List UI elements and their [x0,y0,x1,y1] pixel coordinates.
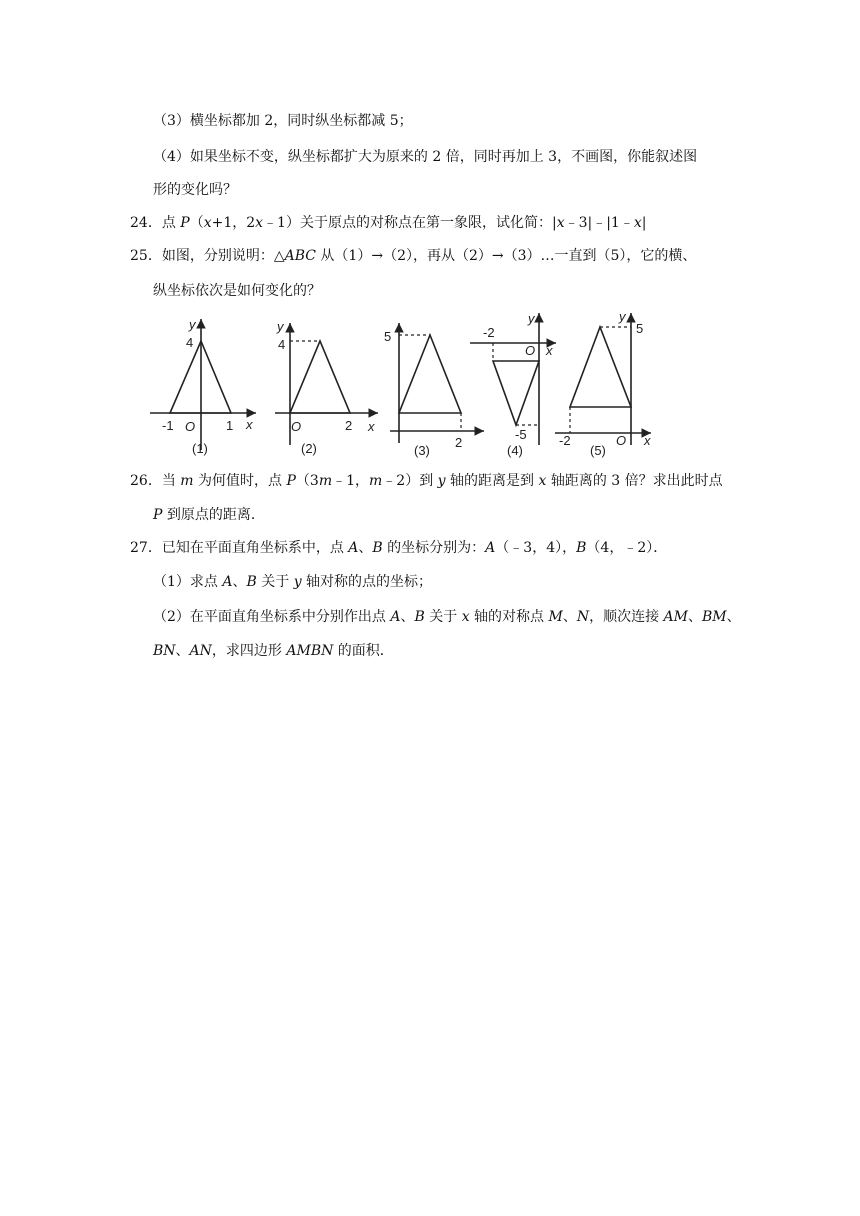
var-ABC: ABC [284,248,316,264]
origin-label: O [616,433,627,448]
var-A: A [485,540,496,556]
q27-subquestion-1 [153,572,432,592]
segment-BM: BM [702,609,727,625]
segment-AN: AN [189,643,212,659]
figure-caption: (2) [301,441,317,456]
tick-label: 2 [345,418,353,433]
q26-text: 为何值时，点 [193,473,287,489]
q27-subquestion-2-line2 [153,641,394,661]
question-26-line1 [130,471,723,491]
q26-text: ﹣1， [332,473,370,489]
q27-text: 、 [726,609,741,625]
var-y: y [437,473,446,489]
tick-label: -2 [483,325,495,340]
axis-y-label: y [189,317,196,332]
var-A: A [390,609,401,625]
q27-text: 、 [562,609,577,625]
question-25-line1 [130,246,696,266]
question-number: 27． [130,540,162,556]
question-number: 24． [130,215,162,231]
origin-label: O [525,343,536,358]
q25-text: 从（1）→（2），再从（2）→（3）…一直到（5），它的横、 [315,248,697,264]
q27-subquestion-2-line1 [153,607,741,627]
q27-text: （4，﹣2）． [586,540,668,556]
q26-text: 轴的距离是到 [445,473,539,489]
tick-label: 4 [278,337,286,352]
var-B: B [372,540,383,556]
var-B: B [576,540,587,556]
var-x: x [538,473,547,489]
q24-text: （ [189,215,204,231]
q27-text: 的面积． [333,643,394,659]
tick-label: 5 [384,329,392,344]
figure-caption: (1) [192,441,208,456]
q27-text: 已知在平面直角坐标系中，点 [161,540,349,556]
q27-text: （﹣3，4）， [495,540,577,556]
var-m: m [180,473,194,489]
quadrilateral-AMBN: AMBN [286,643,334,659]
figure-3 [390,323,484,443]
question-24 [130,213,646,233]
var-P: P [153,507,163,523]
axis-y-label: y [528,311,535,326]
tick-label: -5 [515,427,527,442]
question-27 [130,538,667,558]
var-M: M [548,609,563,625]
figure-caption: (4) [507,443,523,458]
q26-text: 到原点的距离． [162,507,265,523]
tick-label: 2 [455,435,463,450]
q27-text: 、 [688,609,702,625]
axis-x-label: x [644,433,651,448]
var-B: B [246,574,257,590]
var-x: x [461,609,470,625]
q24-text: 点 [161,215,181,231]
tick-label: -2 [559,433,571,448]
q27-text: 、 [400,609,415,625]
question-number: 25． [130,248,162,264]
q25-text: 如图，分别说明：△ [161,248,285,264]
question-26-line2 [153,505,265,525]
q23-item-4-line1: （4）如果坐标不变，纵坐标都扩大为原来的 2 倍，同时再加上 3，不画图，你能叙述图 [153,149,698,165]
axis-x-label: x [546,343,553,358]
tick-label: -1 [162,418,174,433]
q26-text: 当 [161,473,181,489]
var-x: x [255,215,264,231]
q27-text: 、 [175,643,190,659]
triangle-figures [0,305,860,465]
q27-text: 的坐标分别为： [382,540,486,556]
q27-text: 、 [358,540,373,556]
var-m: m [318,473,333,489]
q27-text: ，求四边形 [211,643,287,659]
q27-text: （2）在平面直角坐标系中分别作出点 [153,609,391,625]
var-x: x [203,215,212,231]
q27-text: 轴对称的点的坐标； [301,574,433,590]
q27-text: 关于 [256,574,294,590]
q26-text: 轴距离的 3 倍？求出此时点 [546,473,723,489]
figure-caption: (3) [414,443,430,458]
q24-text: | [641,215,647,231]
var-x: x [633,215,642,231]
var-B: B [414,609,425,625]
segment-AM: AM [663,609,688,625]
axis-y-label: y [619,309,626,324]
var-A: A [222,574,233,590]
axis-x-label: x [246,417,253,432]
var-x: x [556,215,565,231]
q27-text: ，顺次连接 [589,609,664,625]
var-y: y [293,574,302,590]
var-N: N [576,609,590,625]
tick-label: 5 [636,321,644,336]
origin-label: O [185,419,196,434]
var-P: P [180,215,190,231]
var-m: m [369,473,383,489]
tick-label: 1 [226,418,234,433]
origin-label: O [291,419,302,434]
question-25-line2: 纵坐标依次是如何变化的？ [153,283,321,299]
question-number: 26． [130,473,162,489]
q27-text: 轴的对称点 [469,609,549,625]
axis-x-label: x [368,419,375,434]
q27-text: 、 [232,574,247,590]
q27-text: （1）求点 [153,574,223,590]
q23-item-4-line2: 形的变化吗？ [153,182,237,198]
axis-y-label: y [277,319,284,334]
q24-text: ﹣3|﹣|1﹣ [564,215,634,231]
q23-item-3: （3）横坐标都加 2，同时纵坐标都减 5； [153,113,413,129]
q24-text: +1，2 [211,215,256,231]
segment-BN: BN [153,643,176,659]
q27-text: 关于 [424,609,462,625]
q24-text: ﹣1）关于原点的对称点在第一象限，试化简：| [263,215,557,231]
var-A: A [348,540,359,556]
var-P: P [286,473,296,489]
figure-caption: (5) [590,443,606,458]
tick-label: 4 [186,335,194,350]
q26-text: ﹣2）到 [382,473,438,489]
q26-text: （3 [295,473,319,489]
